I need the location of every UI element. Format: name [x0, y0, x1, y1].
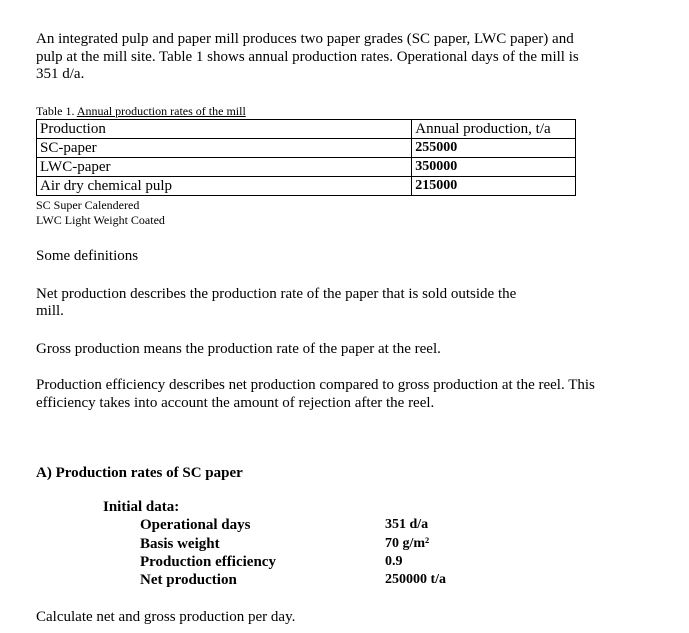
net-definition-line-2: mill.	[36, 303, 64, 319]
task-instruction: Calculate net and gross production per day.	[36, 609, 296, 625]
table-caption-title: Annual production rates of the mill	[76, 104, 246, 118]
initial-data-value: 70 g/m²	[385, 536, 430, 551]
gross-definition: Gross production means the production rate of the paper at the reel.	[36, 341, 441, 357]
table-header-row	[37, 120, 576, 139]
initial-data-heading: Initial data:	[103, 499, 180, 515]
table-caption-prefix: Table 1.	[36, 104, 77, 118]
initial-data-label: Net production	[140, 572, 237, 588]
footnote-sc: SC Super Calendered	[36, 198, 140, 212]
production-table	[36, 119, 576, 196]
initial-data-value: 0.9	[385, 554, 403, 569]
table-row	[37, 177, 576, 196]
initial-data-label: Basis weight	[140, 536, 220, 552]
initial-data-value: 351 d/a	[385, 517, 429, 532]
table-row	[37, 139, 576, 158]
initial-data-value: 250000 t/a	[385, 572, 447, 587]
intro-line-1: An integrated pulp and paper mill produces two paper grades (SC paper, LWC paper) and	[36, 31, 574, 47]
section-a-title: A) Production rates of SC paper	[36, 465, 243, 481]
table-caption	[36, 105, 246, 118]
efficiency-definition-line-2: efficiency takes into account the amount of rejection after the reel.	[36, 395, 435, 411]
table-header-production: Production	[37, 120, 412, 139]
efficiency-definition-line-1: Production efficiency describes net production compared to gross production at the reel. This	[36, 377, 595, 393]
table-header-annual: Annual production, t/a	[412, 120, 576, 139]
initial-data-label: Operational days	[140, 517, 251, 533]
table-cell-label: LWC-paper	[37, 158, 412, 177]
table-cell-value: 350000	[412, 158, 576, 177]
definitions-heading: Some definitions	[36, 248, 139, 264]
table-cell-label: Air dry chemical pulp	[37, 177, 412, 196]
net-definition-line-1: Net production describes the production rate of the paper that is sold outside the	[36, 286, 517, 302]
intro-line-2: pulp at the mill site. Table 1 shows annual production rates. Operational days of the mill is	[36, 49, 579, 65]
table-cell-value: 255000	[412, 139, 576, 158]
intro-line-3: 351 d/a.	[36, 66, 85, 82]
table-row	[37, 158, 576, 177]
table-cell-value: 215000	[412, 177, 576, 196]
table-cell-label: SC-paper	[37, 139, 412, 158]
initial-data-label: Production efficiency	[140, 554, 276, 570]
footnote-lwc: LWC Light Weight Coated	[36, 213, 165, 227]
